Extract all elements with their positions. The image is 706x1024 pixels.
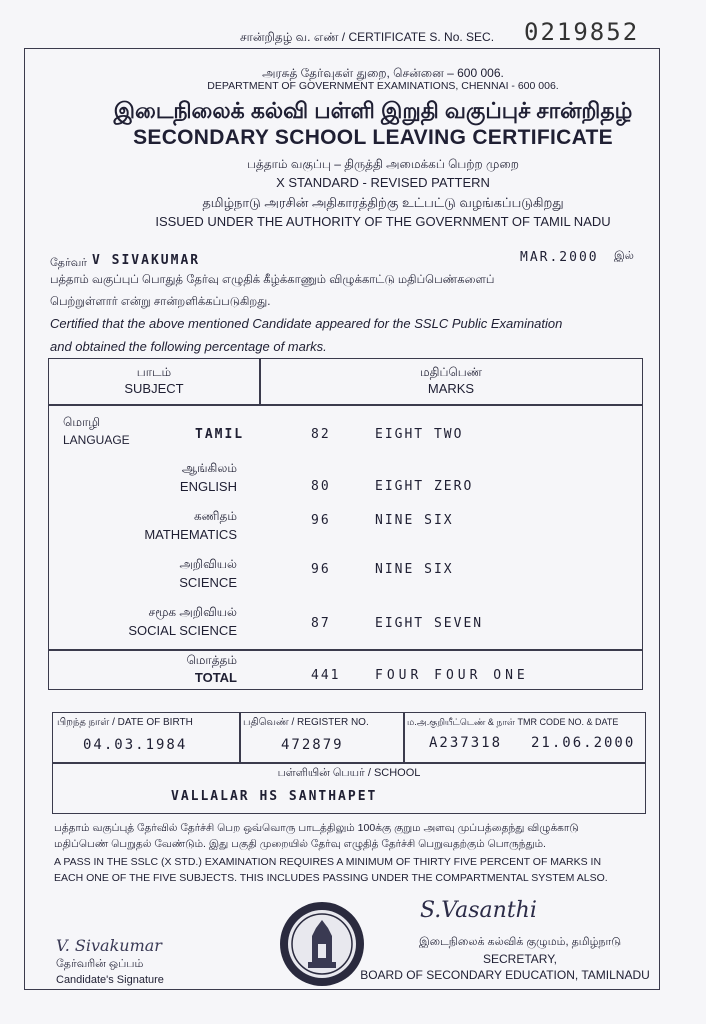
language-name: TAMIL (195, 427, 245, 442)
subject-tamil: மொழி (63, 415, 101, 429)
dob-value: 04.03.1984 (83, 737, 188, 753)
marks-header-tamil: மதிப்பெண் (420, 365, 482, 379)
subject-tamil: ஆங்கிலம் (181, 461, 237, 475)
header-rule (49, 404, 642, 406)
marks-value: 96 (311, 562, 331, 577)
secretary-signature: S.Vasanthi (420, 898, 537, 923)
statement-english-1: Certified that the above mentioned Candidate appeared for the SSLC Public Examination (50, 316, 563, 331)
subject-tamil: கணிதம் (194, 509, 237, 523)
marks-words: NINE SIX (375, 513, 454, 528)
pass-note-english-2: EACH ONE OF THE FIVE SUBJECTS. THIS INCLUDES PASSING UNDER THE COMPARTMENTAL SYSTEM ALSO. (54, 872, 608, 884)
pass-note-tamil-2: மதிப்பெண் பெறுதல் வேண்டும். இது பகுதி முறையில் தேர்வு எழுதித் தேர்ச்சி பெறுவதற்கும் பொருந்தும். (54, 838, 546, 850)
serial-label: சான்றிதழ் வ. எண் / CERTIFICATE S. No. SEC. (240, 30, 495, 44)
details-divider (403, 713, 405, 762)
dob-label: பிறந்த நாள் / DATE OF BIRTH (57, 717, 193, 728)
secretary-board-tamil: இடைநிலைக் கல்விக் குழுமம், தமிழ்நாடு (418, 936, 622, 948)
marks-value: 87 (311, 616, 331, 631)
tmr-code: A237318 (429, 735, 503, 751)
tmr-label: ம.அ.குறியீட்டெண் & நாள் TMR CODE NO. & DATE (407, 717, 619, 727)
marks-words: NINE SIX (375, 562, 454, 577)
total-label-tamil: மொத்தம் (186, 653, 237, 667)
exam-month-suffix: இல் (614, 250, 634, 262)
marks-words: EIGHT ZERO (375, 479, 474, 494)
marks-words: EIGHT SEVEN (375, 616, 484, 631)
statement-tamil-1: பத்தாம் வகுப்புப் பொதுத் தேர்வு எழுதிக் கீழ்க்காணும் விழுக்காட்டு மதிப்பெண்களைப் (50, 274, 495, 286)
candidate-signature-label-tamil: தேர்வரின் ஒப்பம் (56, 958, 144, 970)
candidate-label: தேர்வர் (50, 257, 87, 269)
pass-note-english-1: A PASS IN THE SSLC (X STD.) EXAMINATION REQUIRES A MINIMUM OF THIRTY FIVE PERCENT OF MARKS IN (54, 856, 602, 868)
marks-value: 80 (311, 479, 331, 494)
department-tamil: அரசுத் தேர்வுகள் துறை, சென்னை – 600 006. (262, 66, 504, 80)
marks-header-english: MARKS (427, 381, 475, 396)
statement-tamil-2: பெற்றுள்ளார் என்று சான்றளிக்கப்படுகிறது. (50, 296, 271, 308)
department-english: DEPARTMENT OF GOVERNMENT EXAMINATIONS, CHENNAI - 600 006. (207, 80, 559, 92)
candidate-name: V SIVAKUMAR (92, 253, 201, 268)
total-marks: 441 (311, 668, 341, 683)
subject-english: ENGLISH (179, 479, 237, 494)
authority-tamil: தமிழ்நாடு அரசின் அதிகாரத்திற்கு உட்பட்டு வழங்கப்படுகிறது (202, 195, 564, 210)
marks-value: 96 (311, 513, 331, 528)
exam-month: MAR.2000 (520, 250, 599, 265)
register-label: பதிவெண் / REGISTER NO. (243, 717, 369, 728)
subject-english: LANGUAGE (63, 433, 130, 447)
statement-english-2: and obtained the following percentage of marks. (50, 339, 327, 354)
marks-words: EIGHT TWO (375, 427, 464, 442)
subject-header-english: SUBJECT (124, 381, 184, 396)
secretary-title: SECRETARY, (482, 952, 558, 966)
subject-tamil: அறிவியல் (179, 557, 237, 571)
school-label: பள்ளியின் பெயர் / SCHOOL (277, 767, 421, 779)
total-words: FOUR FOUR ONE (375, 668, 529, 683)
title-english: SECONDARY SCHOOL LEAVING CERTIFICATE (133, 126, 613, 149)
subject-english: MATHEMATICS (144, 527, 237, 542)
tmr-date: 21.06.2000 (531, 735, 636, 751)
total-rule (49, 649, 642, 651)
total-label-english: TOTAL (194, 670, 237, 685)
details-table (52, 712, 646, 814)
title-tamil: இடைநிலைக் கல்வி பள்ளி இறுதி வகுப்புச் சான்றிதழ் (113, 98, 633, 123)
marks-value: 82 (311, 427, 331, 442)
subject-header-tamil: பாடம் (136, 365, 172, 379)
pass-note-tamil-1: பத்தாம் வகுப்புத் தேர்வில் தேர்ச்சி பெற ஒவ்வொரு பாடத்திலும் 100க்கு குறும அளவு முப்பத்தைந்து விழுக்காடு (54, 822, 579, 834)
authority-english: ISSUED UNDER THE AUTHORITY OF THE GOVERNMENT OF TAMIL NADU (155, 214, 611, 229)
official-seal-icon (278, 900, 366, 988)
register-value: 472879 (281, 737, 344, 753)
school-name: VALLALAR HS SANTHAPET (171, 789, 378, 804)
candidate-signature-label-english: Candidate's Signature (56, 974, 164, 986)
marks-table (48, 358, 643, 690)
secretary-board-english: BOARD OF SECONDARY EDUCATION, TAMILNADU (360, 968, 650, 982)
details-divider (239, 713, 241, 762)
standard-tamil: பத்தாம் வகுப்பு – திருத்தி அமைக்கப் பெற்ற முறை (247, 157, 519, 171)
details-rule (53, 762, 645, 764)
serial-number: 0219852 (524, 18, 640, 46)
candidate-signature: V. Sivakumar (56, 936, 162, 955)
standard-english: X STANDARD - REVISED PATTERN (276, 175, 490, 190)
subject-english: SOCIAL SCIENCE (128, 623, 237, 638)
subject-tamil: சமூக அறிவியல் (148, 605, 237, 619)
subject-english: SCIENCE (179, 575, 237, 590)
